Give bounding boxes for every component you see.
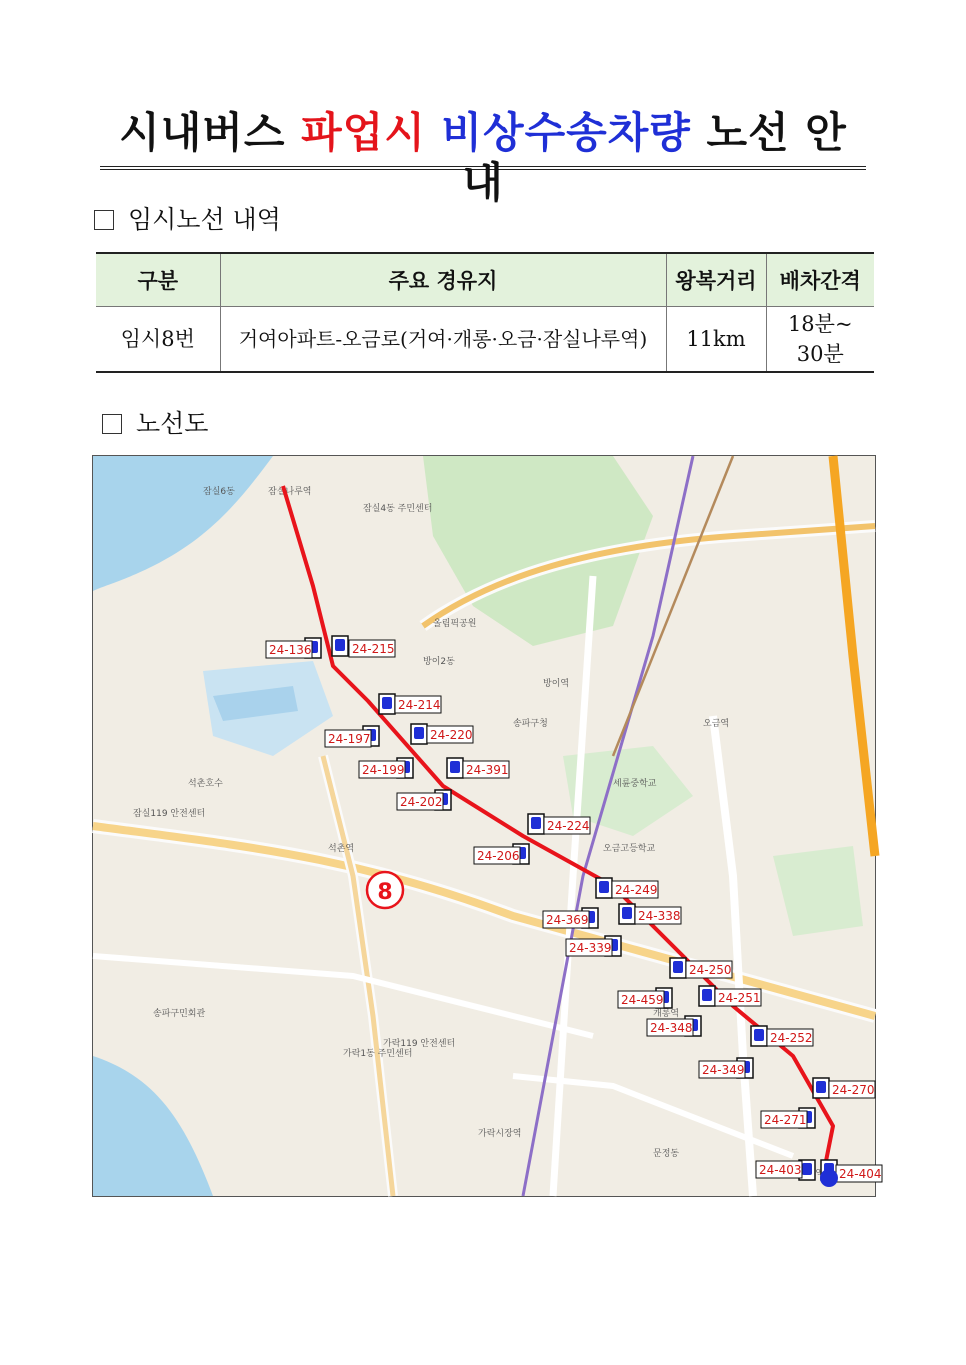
- bus-stop-24-338[interactable]: [619, 904, 681, 924]
- bus-stop-24-349[interactable]: [699, 1058, 753, 1078]
- table-header-row: [96, 253, 874, 307]
- map-place-label: 석촌역: [328, 844, 355, 854]
- checkbox-square-icon: [94, 210, 114, 230]
- stop-label: 24-214: [398, 698, 441, 712]
- bus-icon: [531, 817, 541, 829]
- bus-icon: [382, 697, 392, 709]
- bus-stop-24-206[interactable]: [474, 844, 529, 864]
- stop-label: 24-404: [839, 1167, 882, 1181]
- stop-label: 24-252: [770, 1031, 813, 1045]
- title-part1: 시내버스: [119, 108, 286, 157]
- map-place-label: 오금고등학교: [603, 844, 656, 854]
- bus-stop-24-339[interactable]: [566, 936, 621, 956]
- stop-label: 24-348: [650, 1021, 693, 1035]
- header-category: 구분: [96, 253, 220, 307]
- cell-route-name: 임시8번: [96, 307, 220, 373]
- bus-icon: [622, 907, 632, 919]
- checkbox-square-icon: [102, 414, 122, 434]
- stop-label: 24-199: [362, 763, 405, 777]
- map-place-label: 개롱역: [653, 1009, 680, 1019]
- stop-label: 24-349: [702, 1063, 745, 1077]
- bus-stop-24-403[interactable]: [756, 1160, 815, 1180]
- bus-stop-24-271[interactable]: [761, 1108, 815, 1128]
- map-place-label: 방이역: [543, 679, 570, 689]
- route-number: 8: [377, 880, 393, 905]
- map-place-label: 올림픽공원: [433, 619, 477, 629]
- map-place-label: 문정동: [653, 1149, 680, 1159]
- stop-label: 24-215: [352, 642, 395, 656]
- bus-stop-24-348[interactable]: [647, 1016, 701, 1036]
- stop-label: 24-459: [621, 993, 664, 1007]
- map-place-label: 가락시장역: [478, 1129, 522, 1139]
- map-place-label: 송파구청: [513, 719, 548, 729]
- stop-label: 24-250: [689, 963, 732, 977]
- bus-stop-24-270[interactable]: [813, 1078, 875, 1098]
- interval-line1: 18분~: [787, 312, 853, 336]
- stop-label: 24-251: [718, 991, 761, 1005]
- section-route-details: [94, 200, 281, 236]
- bus-stop-24-220[interactable]: [411, 724, 473, 744]
- bus-stop-24-252[interactable]: [751, 1026, 813, 1046]
- stop-label: 24-338: [638, 909, 681, 923]
- stop-label: 24-197: [328, 732, 371, 746]
- route-map[interactable]: [92, 455, 882, 1197]
- map-place-label: 가락119 안전센터: [383, 1039, 456, 1049]
- bus-icon: [754, 1029, 764, 1041]
- map-place-label: 잠실6동: [203, 487, 235, 497]
- bus-icon: [816, 1081, 826, 1093]
- terminus-marker-icon: [820, 1169, 838, 1187]
- map-place-label: 오금역: [703, 719, 730, 729]
- cell-via: 거여아파트-오금로(거여·개롱·오금·잠실나루역): [220, 307, 666, 373]
- route-map-canvas: [93, 456, 882, 1196]
- map-background: [93, 456, 875, 1196]
- map-place-label: 가락1동 주민센터: [343, 1049, 413, 1059]
- map-place-label: 석촌호수: [188, 779, 223, 789]
- section-label: 임시노선 내역: [128, 205, 281, 234]
- bus-stop-24-459[interactable]: [618, 988, 672, 1008]
- stop-label: 24-224: [547, 819, 590, 833]
- bus-stop-24-250[interactable]: [670, 958, 732, 978]
- bus-icon: [414, 727, 424, 739]
- page-title: [100, 108, 866, 207]
- bus-stop-24-251[interactable]: [699, 986, 761, 1006]
- route-table: [96, 252, 874, 373]
- title-part4: 노선 안내: [462, 108, 847, 207]
- interval-line2: 30분: [796, 342, 844, 366]
- stop-label: 24-271: [764, 1113, 807, 1127]
- map-place-label: 송파구민회관: [153, 1009, 206, 1019]
- stop-label: 24-202: [400, 795, 443, 809]
- bus-stop-24-391[interactable]: [447, 758, 509, 778]
- bus-stop-24-199[interactable]: [359, 758, 413, 778]
- stop-label: 24-369: [546, 913, 589, 927]
- section-label: 노선도: [136, 409, 209, 438]
- cell-interval: [766, 307, 874, 373]
- bus-icon: [802, 1163, 812, 1175]
- stop-label: 24-249: [615, 883, 658, 897]
- bus-icon: [599, 881, 609, 893]
- stop-label: 24-391: [466, 763, 509, 777]
- map-place-label: 방이2동: [423, 657, 455, 667]
- stop-label: 24-206: [477, 849, 520, 863]
- section-route-map: [102, 404, 208, 440]
- map-place-label: 잠실119 안전센터: [133, 809, 206, 819]
- header-main-stops: 주요 경유지: [220, 253, 666, 307]
- bus-icon: [450, 761, 460, 773]
- stop-label: 24-403: [759, 1163, 802, 1177]
- header-distance: 왕복거리: [666, 253, 766, 307]
- bus-stop-24-224[interactable]: [528, 814, 590, 834]
- stop-label: 24-339: [569, 941, 612, 955]
- bus-icon: [702, 989, 712, 1001]
- bus-stop-24-202[interactable]: [397, 790, 451, 810]
- bus-icon: [673, 961, 683, 973]
- stop-label: 24-270: [832, 1083, 875, 1097]
- map-place-label: 잠실4동 주민센터: [363, 504, 433, 514]
- stop-label: 24-220: [430, 728, 473, 742]
- title-part3: 비상수송차량: [441, 108, 691, 157]
- title-part2: 파업시: [301, 108, 426, 157]
- bus-stop-24-369[interactable]: [543, 908, 598, 928]
- header-interval: 배차간격: [766, 253, 874, 307]
- cell-distance: 11km: [666, 307, 766, 373]
- bus-stop-24-136[interactable]: [266, 638, 321, 658]
- map-place-label: 잠실나루역: [268, 487, 312, 497]
- bus-stop-24-249[interactable]: [596, 878, 658, 898]
- table-row: [96, 307, 874, 373]
- map-place-label: 세륜중학교: [613, 779, 657, 789]
- bus-stop-24-214[interactable]: [379, 694, 441, 714]
- stop-label: 24-136: [269, 643, 312, 657]
- bus-icon: [335, 639, 345, 651]
